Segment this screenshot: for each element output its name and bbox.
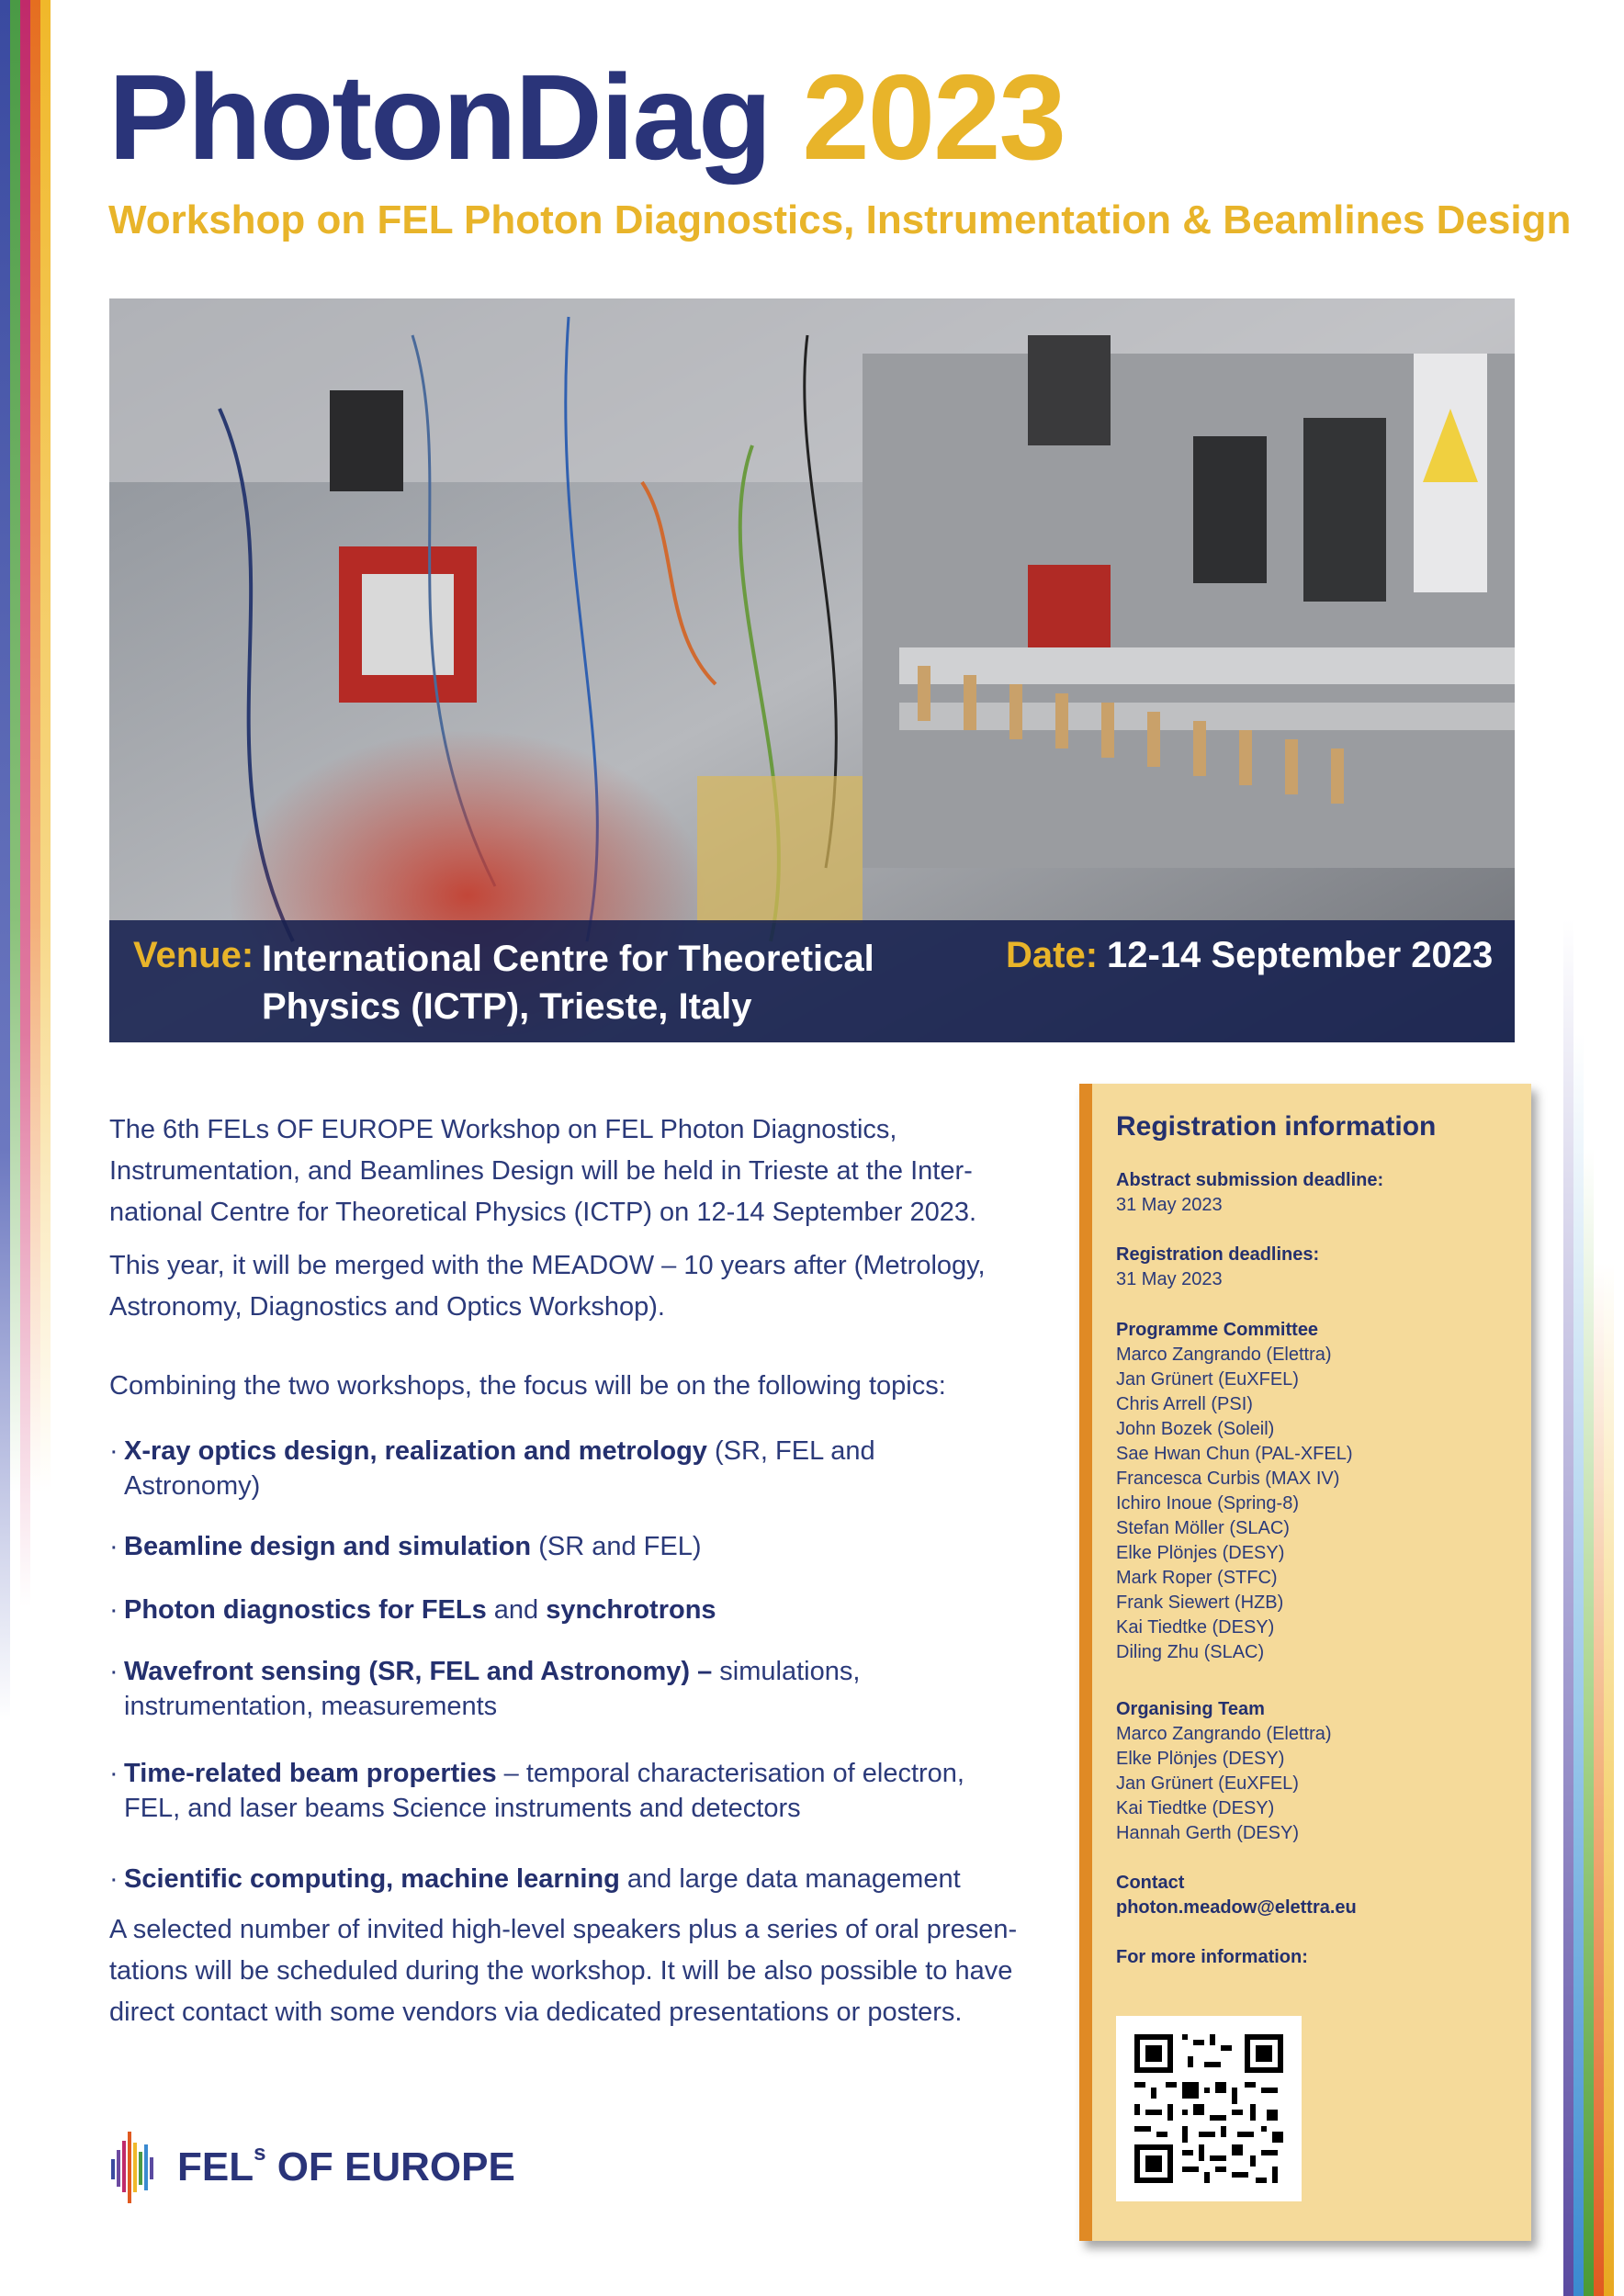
bullet-dot: ·: [109, 1864, 118, 1894]
abstract-label: Abstract submission deadline:: [1116, 1170, 1384, 1190]
member: Stefan Möller (SLAC): [1116, 1518, 1290, 1538]
topic-bold: X-ray optics design, realization and metrology: [124, 1436, 707, 1466]
member: Elke Plönjes (DESY): [1116, 1749, 1285, 1769]
venue-value: [262, 935, 874, 1030]
more-info-label: For more information:: [1116, 1947, 1308, 1967]
right-stripe-purple: [1563, 0, 1573, 2296]
bullet-dot: ·: [109, 1595, 118, 1625]
hero-photo: [109, 298, 1515, 1042]
venue-line-2: Physics (ICTP), Trieste, Italy: [262, 986, 752, 1027]
logo-of-europe: OF EUROPE: [265, 2144, 515, 2189]
topic-rest: – temporal characterisation of electron,: [496, 1759, 964, 1788]
venue-date-banner: [109, 920, 1515, 1042]
page-subtitle: Workshop on FEL Photon Diagnostics, Instrumentation & Beamlines Design: [108, 197, 1572, 242]
organising-label: Organising Team: [1116, 1699, 1265, 1719]
left-stripe-blue: [0, 0, 10, 2296]
intro-p1-line1: The 6th FELs OF EUROPE Workshop on FEL Photon Diagnostics,: [109, 1115, 897, 1144]
left-stripe-yellow: [40, 0, 51, 2296]
topic-bold: Photon diagnostics for FELs: [124, 1595, 487, 1625]
member: Francesca Curbis (MAX IV): [1116, 1469, 1340, 1489]
topic-item: [109, 1654, 1028, 1724]
right-stripe-orange: [1594, 0, 1604, 2296]
topic-rest: (SR and FEL): [531, 1532, 702, 1561]
right-stripe-green: [1584, 0, 1594, 2296]
member: Marco Zangrando (Elettra): [1116, 1724, 1332, 1744]
left-stripe-green: [10, 0, 20, 2296]
intro-paragraph-3: Combining the two workshops, the focus will be on the following topics:: [109, 1371, 946, 1401]
registration-panel: [1079, 1084, 1531, 2241]
page-title: [108, 50, 1065, 185]
venue-line-1: International Centre for Theoretical: [262, 939, 874, 979]
qr-code-icon: [1116, 2016, 1302, 2201]
topic-rest: and large data management: [619, 1864, 961, 1894]
right-stripe-yellow: [1604, 0, 1614, 2296]
date-value: 12-14 September 2023: [1107, 935, 1494, 975]
bullet-dot: ·: [109, 1436, 118, 1466]
topic-mid: and: [486, 1595, 547, 1625]
member: Kai Tiedtke (DESY): [1116, 1798, 1275, 1818]
topic-rest: simulations,: [712, 1657, 861, 1686]
member: Sae Hwan Chun (PAL-XFEL): [1116, 1444, 1353, 1464]
member: Kai Tiedtke (DESY): [1116, 1617, 1275, 1638]
member: Diling Zhu (SLAC): [1116, 1642, 1265, 1662]
intro-p1-line3: national Centre for Theoretical Physics (ICTP) on 12-14 September 2023.: [109, 1198, 977, 1227]
topic-item: [109, 1593, 1028, 1627]
member: John Bozek (Soleil): [1116, 1419, 1275, 1439]
intro-paragraph-2: [109, 1245, 1028, 1328]
topic-bold: Wavefront sensing (SR, FEL and Astronomy) –: [124, 1657, 713, 1686]
member: Mark Roper (STFC): [1116, 1568, 1278, 1588]
organising-team: [1116, 1697, 1520, 1846]
closing-line2: tations will be scheduled during the workshop. It will be also possible to have: [109, 1956, 1013, 1986]
title-name: PhotonDiag: [108, 50, 771, 185]
logo-mark-icon: [109, 2126, 164, 2209]
member: Jan Grünert (EuXFEL): [1116, 1773, 1299, 1794]
closing-line3: direct contact with some vendors via dedicated presentations or posters.: [109, 1998, 963, 2027]
topic-item: [109, 1862, 1028, 1896]
programme-committee: [1116, 1318, 1520, 1665]
member: Elke Plönjes (DESY): [1116, 1543, 1285, 1563]
left-stripe-magenta: [20, 0, 30, 2296]
intro-p1-line2: Instrumentation, and Beamlines Design will be held in Trieste at the Inter-: [109, 1156, 973, 1186]
logo-fel: FEL: [177, 2144, 254, 2189]
right-stripe-blue: [1573, 0, 1584, 2296]
intro-p2-line2: Astronomy, Diagnostics and Optics Workshop).: [109, 1292, 665, 1322]
bullet-dot: ·: [109, 1657, 118, 1686]
more-info: [1116, 1945, 1520, 1970]
topic-bold: Scientific computing, machine learning: [124, 1864, 620, 1894]
topic-bold: Beamline design and simulation: [124, 1532, 532, 1561]
abstract-date: 31 May 2023: [1116, 1195, 1223, 1215]
member: Jan Grünert (EuXFEL): [1116, 1369, 1299, 1390]
member: Hannah Gerth (DESY): [1116, 1823, 1299, 1843]
member: Chris Arrell (PSI): [1116, 1394, 1253, 1414]
logo-superscript: s: [254, 2141, 266, 2167]
programme-label: Programme Committee: [1116, 1320, 1319, 1340]
registration-deadline: [1116, 1243, 1520, 1292]
registration-heading: Registration information: [1116, 1111, 1437, 1142]
registration-date: 31 May 2023: [1116, 1269, 1223, 1289]
logo-text: [177, 2141, 515, 2190]
venue-label: Venue:: [133, 935, 254, 975]
topic-item: [109, 1529, 1028, 1564]
topic-line2: FEL, and laser beams Science instruments and detectors: [124, 1794, 801, 1823]
member: Ichiro Inoue (Spring-8): [1116, 1493, 1299, 1514]
member: Frank Siewert (HZB): [1116, 1593, 1284, 1613]
bullet-dot: ·: [109, 1759, 118, 1788]
contact: [1116, 1871, 1520, 1920]
topic-line2: Astronomy): [124, 1471, 261, 1501]
member: Marco Zangrando (Elettra): [1116, 1345, 1332, 1365]
fels-of-europe-logo: [109, 2126, 532, 2209]
topic-item: [109, 1434, 1028, 1503]
closing-line1: A selected number of invited high-level speakers plus a series of oral presen-: [109, 1915, 1018, 1944]
abstract-deadline: [1116, 1168, 1520, 1218]
left-stripe-orange: [30, 0, 40, 2296]
topic-item: [109, 1756, 1028, 1826]
registration-label: Registration deadlines:: [1116, 1244, 1320, 1265]
bullet-dot: ·: [109, 1532, 118, 1561]
intro-p2-line1: This year, it will be merged with the MEADOW – 10 years after (Metrology,: [109, 1251, 986, 1280]
date-label: Date:: [1006, 935, 1099, 975]
contact-label: Contact: [1116, 1873, 1185, 1893]
contact-email[interactable]: photon.meadow@elettra.eu: [1116, 1897, 1357, 1918]
closing-paragraph: [109, 1909, 1028, 2033]
topic-line2: instrumentation, measurements: [124, 1692, 498, 1721]
topic-bold-2: synchrotrons: [546, 1595, 716, 1625]
topic-bold: Time-related beam properties: [124, 1759, 497, 1788]
intro-paragraph-1: [109, 1109, 1028, 1233]
topic-rest: (SR, FEL and: [706, 1436, 875, 1466]
title-year: 2023: [802, 50, 1065, 185]
qr-code[interactable]: [1116, 2016, 1302, 2201]
